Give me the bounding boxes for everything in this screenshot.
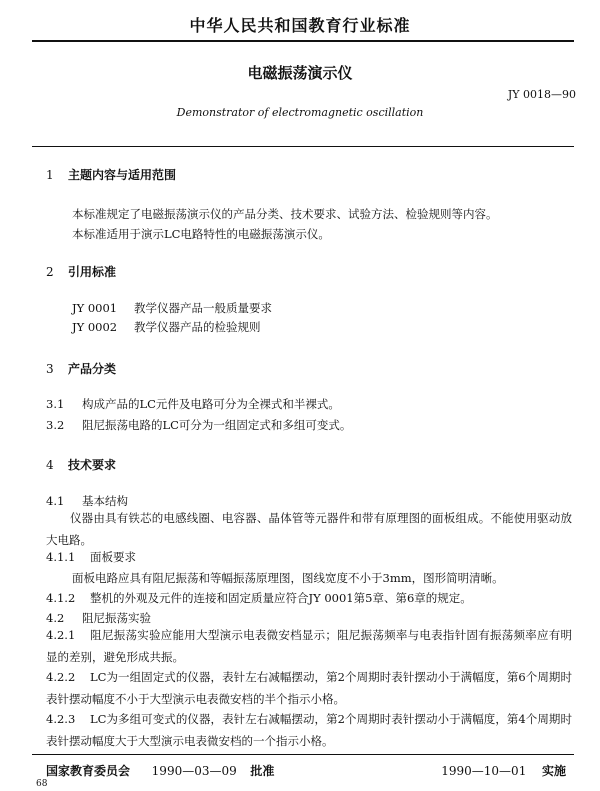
clause-title: 阻尼振荡实验 — [82, 611, 151, 625]
reference-code: JY 0002 — [72, 320, 118, 334]
clause-number: 4.2.3 — [46, 712, 76, 726]
reference-code: JY 0001 — [72, 301, 118, 315]
clause-4-1-paragraph: 仪器由具有铁芯的电感线圈、电容器、晶体管等元器件和带有原理图的面板组成。不能使用驱动放大电路。 — [46, 511, 572, 547]
clause-title: 面板要求 — [90, 550, 136, 564]
section-1-heading — [46, 166, 176, 183]
implementation-line — [441, 762, 566, 779]
section-title: 主题内容与适用范围 — [68, 168, 177, 182]
approval-line — [46, 762, 274, 779]
clause-4-2-2 — [46, 666, 572, 710]
header-divider — [32, 40, 574, 42]
clause-number: 4.1.1 — [46, 550, 76, 564]
reference-item-1 — [72, 300, 272, 316]
clause-title: 基本结构 — [82, 494, 128, 508]
section-1-paragraph-1: 本标准规定了电磁振荡演示仪的产品分类、技术要求、试验方法、检验规则等内容。 — [72, 207, 498, 221]
clause-number: 3.1 — [46, 397, 65, 411]
section-3-heading — [46, 360, 116, 377]
reference-item-2 — [72, 319, 261, 335]
section-2-heading — [46, 263, 116, 280]
clause-number: 4.2 — [46, 611, 65, 625]
section-title: 技术要求 — [68, 458, 117, 472]
clause-text: 阻尼振荡实验应能用大型演示电表微安档显示；阻尼振荡频率与电表指针固有振荡频率应有明显的差别，避免形成共振。 — [46, 628, 572, 664]
implementation-date: 1990—10—01 — [441, 764, 527, 778]
clause-number: 3.2 — [46, 418, 65, 432]
standard-category-header: 中华人民共和国教育行业标准 — [189, 16, 411, 35]
clause-text: LC为一组固定式的仪器，表针左右减幅摆动，第2个周期时表针摆动小于满幅度，第6个周期时表针摆动幅度不小于大型演示电表微安档的半个指示小格。 — [46, 670, 572, 706]
clause-4-2-1 — [46, 624, 572, 668]
section-number: 2 — [46, 265, 54, 279]
clause-text: 阻尼振荡电路的LC可分为一组固定式和多组可变式。 — [82, 418, 352, 432]
clause-4-1-1-heading — [46, 549, 136, 565]
clause-number: 4.1.2 — [46, 591, 76, 605]
title-divider — [32, 146, 574, 147]
standard-code: JY 0018—90 — [507, 88, 576, 101]
reference-text: 教学仪器产品一般质量要求 — [134, 301, 272, 315]
clause-4-1-2 — [46, 590, 472, 606]
clause-4-2-3 — [46, 708, 572, 752]
footer-divider — [32, 754, 574, 755]
clause-3-2 — [46, 417, 351, 433]
clause-3-1 — [46, 396, 340, 412]
clause-number: 4.2.2 — [46, 670, 76, 684]
section-title: 引用标准 — [68, 265, 117, 279]
clause-text: 构成产品的LC元件及电路可分为全裸式和半裸式。 — [82, 397, 340, 411]
section-number: 3 — [46, 362, 54, 376]
english-title: Demonstrator of electromagnetic oscillation — [176, 106, 424, 119]
implementation-label: 实施 — [541, 764, 566, 778]
clause-number: 4.1 — [46, 494, 65, 508]
clause-4-1-1-paragraph: 面板电路应具有阻尼振荡和等幅振荡原理图，图线宽度不小于3mm，图形简明清晰。 — [72, 571, 504, 585]
reference-text: 教学仪器产品的检验规则 — [134, 320, 261, 334]
section-number: 4 — [46, 458, 54, 472]
page-number: 68 — [36, 779, 48, 789]
clause-text: 整机的外观及元件的连接和固定质量应符合JY 0001第5章、第6章的规定。 — [90, 591, 472, 605]
section-title: 产品分类 — [68, 362, 117, 376]
clause-number: 4.2.1 — [46, 628, 76, 642]
section-4-heading — [46, 456, 116, 473]
approval-label: 批准 — [250, 764, 275, 778]
section-1-paragraph-2: 本标准适用于演示LC电路特性的电磁振荡演示仪。 — [72, 227, 330, 241]
section-number: 1 — [46, 168, 54, 182]
document-title: 电磁振荡演示仪 — [247, 64, 353, 82]
issuing-authority: 国家教育委员会 — [46, 764, 131, 778]
clause-text: LC为多组可变式的仪器，表针左右减幅摆动，第2个周期时表针摆动小于满幅度，第4个周期时表针摆动幅度大于大型演示电表微安档的一个指示小格。 — [46, 712, 572, 748]
approval-date: 1990—03—09 — [151, 764, 237, 778]
